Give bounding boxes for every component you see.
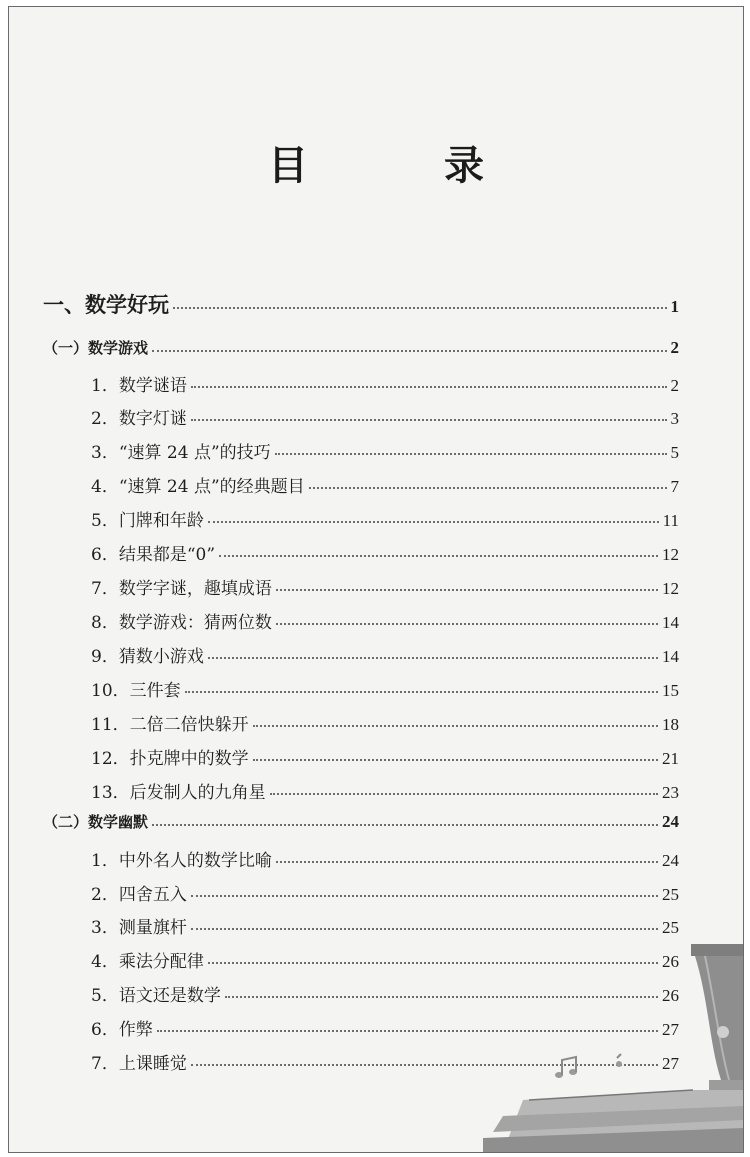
- toc-entry-item[interactable]: [9, 371, 679, 396]
- toc-page-number: 21: [662, 749, 679, 768]
- toc-entry-item[interactable]: [9, 778, 679, 803]
- toc-entry-label: 7．上课睡觉: [91, 1054, 187, 1074]
- toc-page-number: 2: [670, 376, 679, 395]
- toc-page-number: 26: [662, 986, 679, 1005]
- toc-entry-item[interactable]: [9, 710, 679, 735]
- toc-entry-item[interactable]: [9, 846, 679, 871]
- toc-page-number: 2: [670, 338, 679, 357]
- toc-page-number: 27: [662, 1020, 679, 1039]
- toc-entry-section-2[interactable]: [9, 811, 679, 832]
- dot-leader: [173, 306, 667, 309]
- toc-entry-label: 4．“速算 24 点”的经典题目: [91, 477, 305, 497]
- dot-leader: [191, 418, 667, 421]
- toc-entry-item[interactable]: [9, 608, 679, 633]
- dot-leader: [276, 860, 658, 863]
- toc-entry-label: 7．数学字谜，趣填成语: [91, 579, 272, 599]
- dot-leader: [208, 656, 658, 659]
- toc-page-number: 12: [662, 579, 679, 598]
- toc-page-number: 14: [662, 613, 679, 632]
- toc-entry-item[interactable]: [9, 676, 679, 701]
- music-note-icon: [555, 1054, 622, 1078]
- toc-page-number: 26: [662, 952, 679, 971]
- toc-page-number: 7: [670, 477, 679, 496]
- dot-leader: [152, 823, 658, 826]
- toc-page-number: 5: [670, 443, 679, 462]
- dot-leader: [276, 622, 658, 625]
- toc-page-number: 3: [670, 409, 679, 428]
- toc-entry-label: 6．结果都是“0”: [91, 545, 216, 565]
- toc-entry-label: 一、数学好玩: [43, 293, 169, 317]
- stage-illustration: [483, 892, 743, 1152]
- toc-page-number: 14: [662, 647, 679, 666]
- toc-page-number: 25: [662, 885, 679, 904]
- toc-entry-section-1[interactable]: [9, 337, 679, 358]
- toc-entry-label: 11．二倍二倍快躲开: [91, 715, 249, 735]
- toc-entry-label: 9．猜数小游戏: [91, 647, 204, 667]
- dot-leader: [276, 588, 658, 591]
- stage-steps-icon: [483, 1090, 743, 1152]
- toc-entry-label: 1．数学谜语: [91, 376, 187, 396]
- toc-page-number: 15: [662, 681, 679, 700]
- toc-page-number: 18: [662, 715, 679, 734]
- toc-page-number: 1: [670, 297, 679, 316]
- toc-entry-label: 1．中外名人的数学比喻: [91, 851, 272, 871]
- dot-leader: [152, 349, 666, 352]
- toc-entry-chapter-1[interactable]: [9, 289, 679, 319]
- toc-entry-label: 3．测量旗杆: [91, 918, 187, 938]
- toc-page-number: 24: [662, 812, 679, 831]
- toc-page-number: 12: [662, 545, 679, 564]
- toc-entry-item[interactable]: [9, 574, 679, 599]
- dot-leader: [191, 385, 667, 388]
- toc-page-number: 27: [662, 1054, 679, 1073]
- toc-entry-item[interactable]: [9, 744, 679, 769]
- toc-entry-label: 10．三件套: [91, 681, 181, 701]
- toc-entry-item[interactable]: [9, 472, 679, 497]
- toc-entry-label: 2．四舍五入: [91, 885, 187, 905]
- dot-leader: [219, 554, 658, 557]
- toc-entry-label: 5．门牌和年龄: [91, 511, 204, 531]
- dot-leader: [270, 792, 658, 795]
- toc-page-number: 23: [662, 783, 679, 802]
- toc-entry-item[interactable]: [9, 438, 679, 463]
- book-page: [8, 6, 744, 1153]
- toc-entry-label: （二）数学幽默: [43, 813, 149, 831]
- toc-entry-label: 3．“速算 24 点”的技巧: [91, 443, 271, 463]
- dot-leader: [275, 452, 667, 455]
- toc-entry-label: 2．数字灯谜: [91, 409, 187, 429]
- toc-entry-label: 12．扑克牌中的数学: [91, 749, 249, 769]
- toc-entry-item[interactable]: [9, 506, 679, 531]
- dot-leader: [208, 520, 659, 523]
- toc-entry-label: 5．语文还是数学: [91, 986, 221, 1006]
- toc-entry-label: （一）数学游戏: [43, 339, 149, 357]
- toc-entry-label: 13．后发制人的九角星: [91, 783, 266, 803]
- toc-entry-label: 4．乘法分配律: [91, 952, 204, 972]
- toc-entry-label: 8．数学游戏：猜两位数: [91, 613, 272, 633]
- dot-leader: [253, 724, 658, 727]
- dot-leader: [185, 690, 658, 693]
- toc-page-number: 25: [662, 918, 679, 937]
- dot-leader: [253, 758, 658, 761]
- toc-entry-item[interactable]: [9, 540, 679, 565]
- toc-entry-label: 6．作弊: [91, 1020, 153, 1040]
- toc-page-number: 11: [662, 511, 679, 530]
- toc-page-number: 24: [662, 851, 679, 870]
- toc-entry-item[interactable]: [9, 642, 679, 667]
- dot-leader: [309, 486, 667, 489]
- toc-title: 目 录: [268, 143, 532, 189]
- toc-entry-item[interactable]: [9, 404, 679, 429]
